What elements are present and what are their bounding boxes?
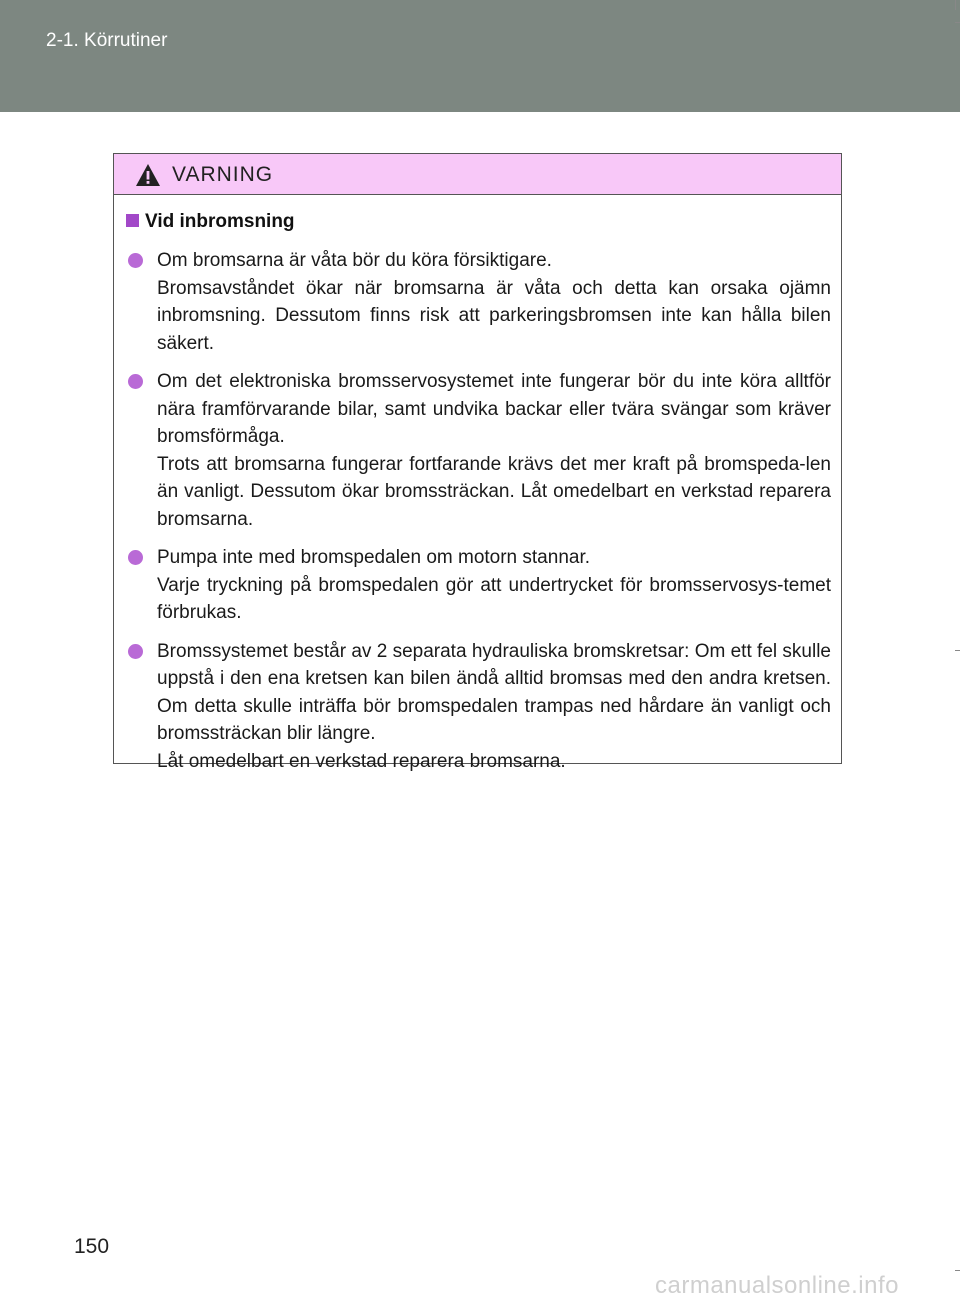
paragraph: Trots att bromsarna fungerar fortfarande krävs det mer kraft på bromspeda-len än vanligt. Dessutom ökar bromssträckan. Låt omedelbart en verkstad reparera bromsarna. [157, 453, 831, 530]
page-number: 150 [74, 1235, 110, 1258]
crop-mark [955, 22, 960, 23]
warning-triangle-icon [135, 163, 161, 187]
bullet-list [128, 247, 831, 786]
page-header [0, 0, 960, 112]
warning-box [113, 153, 842, 772]
paragraph: Bromssystemet består av 2 separata hydrauliska bromskretsar: Om ett fel skulle uppstå i den ena kretsen kan bilen ändå alltid bromsas med den andra kretsen. Om detta skulle inträffa bör bromspedalen trampas ned hårdare än vanligt och bromssträckan blir längre. [157, 640, 831, 744]
circle-bullet-icon [128, 644, 143, 659]
list-item [128, 368, 831, 533]
warning-title: VARNING [172, 163, 274, 186]
paragraph: Om det elektroniska bromsservosystemet inte fungerar bör du inte köra alltför nära framförvarande bilar, samt undvika backar eller tvära svängar som kräver bromsförmåga. [157, 371, 831, 447]
watermark: carmanualsonline.info [655, 1272, 899, 1299]
crop-mark [955, 0, 956, 10]
crop-mark [955, 1270, 960, 1271]
list-item [128, 638, 831, 776]
list-item [128, 247, 831, 357]
paragraph: Om bromsarna är våta bör du köra försiktigare. [157, 250, 552, 271]
section-title: 2-1. Körrutiner [46, 30, 168, 51]
square-bullet-icon [126, 214, 139, 227]
circle-bullet-icon [128, 550, 143, 565]
warning-header [114, 154, 841, 195]
paragraph: Pumpa inte med bromspedalen om motorn stannar. [157, 547, 591, 568]
paragraph: Låt omedelbart en verkstad reparera bromsarna. [157, 750, 566, 772]
crop-mark [955, 650, 960, 651]
paragraph: Varje tryckning på bromspedalen gör att undertrycket för bromsservosys-temet förbrukas. [157, 574, 831, 623]
circle-bullet-icon [128, 374, 143, 389]
section-heading-text: Vid inbromsning [145, 211, 295, 232]
paragraph: Bromsavståndet ökar när bromsarna är våta och detta kan orsaka ojämn inbromsning. Dessutom finns risk att parkeringsbromsen inte kan hålla bilen säkert. [157, 277, 831, 354]
list-item [128, 544, 831, 627]
section-heading [126, 211, 295, 233]
circle-bullet-icon [128, 253, 143, 268]
